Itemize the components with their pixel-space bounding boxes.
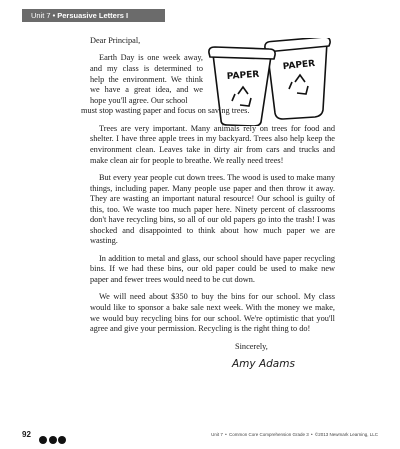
p1-line: determined to help the [90,63,204,84]
paragraph-1-tail: must stop wasting paper and focus on saving trees. [81,106,250,116]
page-footer [22,429,378,441]
paragraph-3: But every year people cut down trees. The wood is used to make many things, including paper. Many people use paper and then throw it away. They are wasting an important natural resource! Our school is guilty of this, too. We waste too much paper here. Ninety percent of classrooms don't have recycling bins, so all of our old papers go into the trash! I was shocked and disappointed to think about how much paper we are wasting. [90,172,335,246]
page-number: 92 [22,430,31,439]
unit-title: Persuasive Letters I [57,11,129,20]
paragraph-4: In addition to metal and glass, our school should have paper recycling bins. If we had these bins, our old paper could be used to make new paper and fewer trees would need to be cut down. [90,253,335,285]
p1-line: environment. We think we [90,74,203,95]
letter-body [81,36,335,371]
unit-header-tab: Unit 7 • Persuasive Letters I [22,9,165,22]
difficulty-dots-icon [39,431,68,449]
bin-label-front: PAPER [226,69,260,82]
signature: Amy Adams [232,358,295,371]
p1-line: hope you'll agree. Our school [90,95,188,105]
paragraph-5: We will need about $350 to buy the bins for our school. My class would like to sponsor a bake sale next week. With the money we make, we would buy recycling bins for our school. We're optimistic that you'll agree and give your permission. Recycling is the right thing to do! [90,292,335,334]
footer-credit: Unit 7 • Common Core Comprehension Grade 3 • ©2013 Newmark Learning, LLC [211,432,378,437]
unit-label: Unit 7 [31,11,51,20]
p1-line: have a great idea, and we [104,85,203,95]
salutation: Dear Principal, [90,36,141,45]
bin-label-back: PAPER [282,58,316,73]
paragraph-1 [81,53,250,117]
p1-line: away, and my class is [90,53,204,73]
closing: Sincerely, [235,341,268,351]
p1-line: Earth Day is one week [99,53,181,63]
paragraph-2: Trees are very important. Many animals rely on trees for food and shelter. I have three apple trees in my backyard. Trees also help keep the environment clean. Leaves take in dirty air from cars and trucks and make clean air for people to breathe. We really need trees! [90,123,335,165]
